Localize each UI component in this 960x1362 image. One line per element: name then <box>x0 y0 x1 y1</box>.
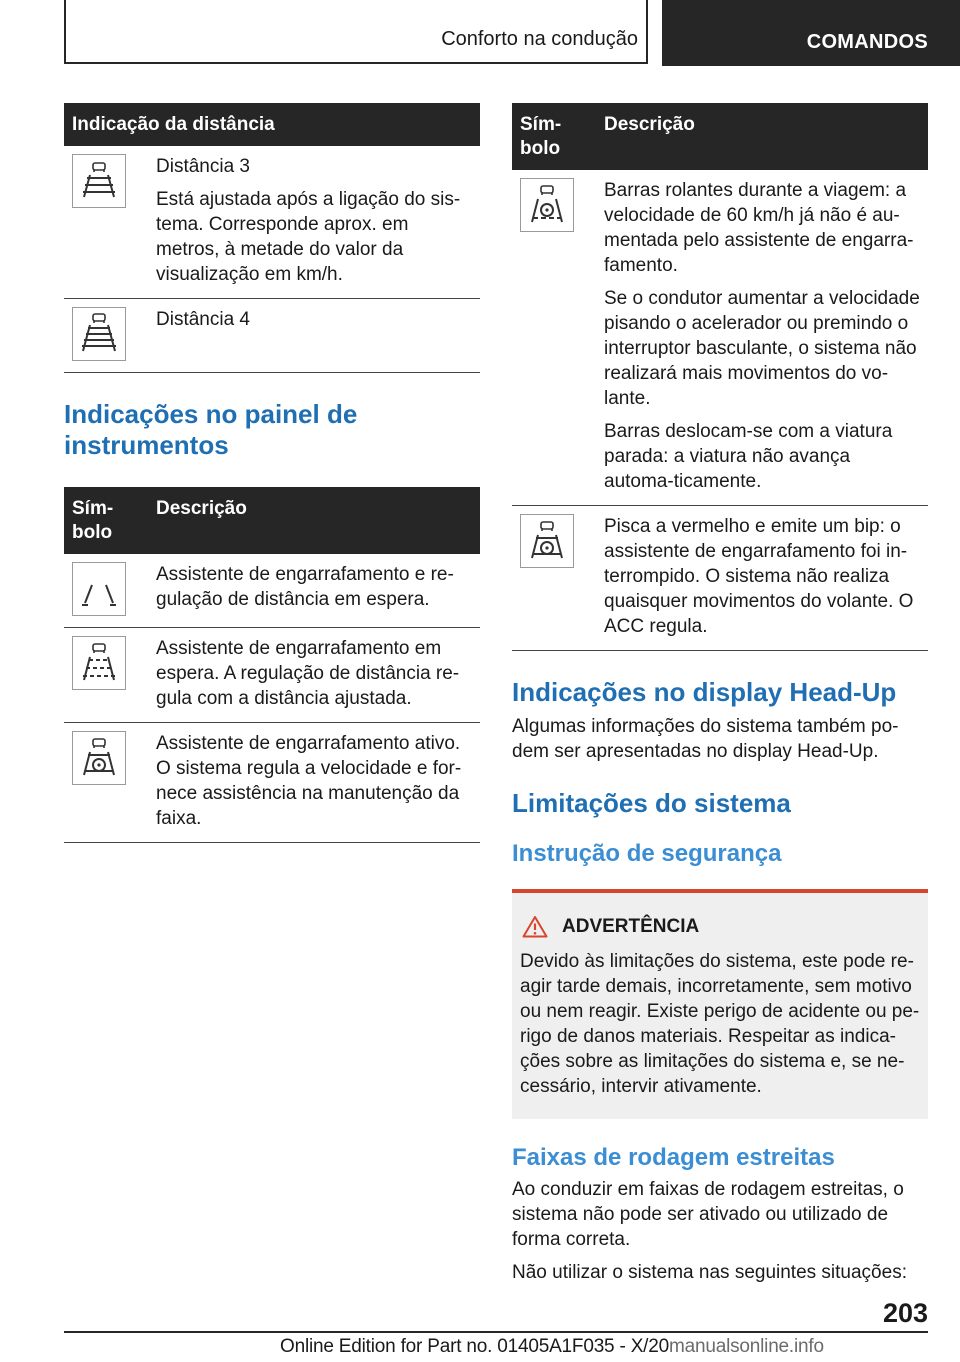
table-row <box>64 146 480 299</box>
instruments-table <box>64 487 480 843</box>
header-chapter-tab <box>662 0 960 66</box>
table-row <box>512 170 928 506</box>
footer-watermark: manualsonline.info <box>669 1336 824 1357</box>
narrow-lanes-heading: Faixas de rodagem estreitas <box>512 1144 835 1171</box>
traffic-jam-active-icon <box>72 731 126 785</box>
column-header-symbol: Sím-bolo <box>64 487 148 554</box>
header-section-title: Conforto na condução <box>441 28 638 50</box>
warning-header <box>522 915 920 938</box>
description-paragraph: Se o condutor aumentar a velocidade pisando o acelerador ou premindo o interruptor basculante, o sistema não realizará mais movimentos do vo-lante. <box>604 288 920 409</box>
narrow-lanes-text: Ao conduzir em faixas de rodagem estreitas, o sistema não pode ser ativado ou utilizado de forma correta. <box>512 1179 904 1250</box>
instrument-row-text: Assistente de engarrafamento em espera. A regulação de distância re-gula com a distância ajustada. <box>148 628 480 723</box>
table-row <box>64 299 480 373</box>
column-header-description: Descrição <box>148 487 480 554</box>
table-row <box>64 628 480 723</box>
instruments-heading: Indicações no painel de instrumentos <box>64 399 358 460</box>
traffic-jam-standby-icon <box>72 636 126 690</box>
situations-text: Não utilizar o sistema nas seguintes situações: <box>512 1262 907 1283</box>
table-row <box>64 723 480 843</box>
instrument-row-text: Assistente de engarrafamento e re-gulação de distância em espera. <box>148 554 480 628</box>
left-column <box>64 103 480 843</box>
header-chapter-label: COMANDOS <box>806 31 928 53</box>
footer-edition: Online Edition for Part no. 01405A1F035 - X/20 <box>280 1336 669 1357</box>
footer-text <box>280 1336 824 1358</box>
distance-3-text: Está ajustada após a ligação do sis-tema. Corresponde aprox. em metros, à metade do valor da visualização em km/h. <box>156 189 461 285</box>
lane-lines-icon <box>72 562 126 616</box>
table-row <box>512 506 928 651</box>
warning-triangle-icon <box>522 915 548 938</box>
warning-box <box>512 889 928 1119</box>
distance-4-icon <box>72 307 126 361</box>
hud-heading: Indicações no display Head-Up <box>512 677 897 707</box>
column-header-symbol: Sím-bolo <box>512 103 596 170</box>
safety-heading: Instrução de segurança <box>512 840 782 867</box>
hud-text: Algumas informações do sistema também po-dem ser apresentadas no display Head-Up. <box>512 716 899 762</box>
warning-title: ADVERTÊNCIA <box>562 915 700 937</box>
column-header-description: Descrição <box>596 103 928 170</box>
distance-4-title: Distância 4 <box>156 309 250 330</box>
instrument-row-text: Assistente de engarrafamento ativo. O sistema regula a velocidade e for-nece assistência na manutenção da faixa. <box>148 723 480 843</box>
distance-table-header: Indicação da distância <box>64 103 480 146</box>
distance-3-icon <box>72 154 126 208</box>
limits-heading: Limitações do sistema <box>512 788 791 818</box>
page-number: 203 <box>882 1298 928 1328</box>
description-paragraph: Barras rolantes durante a viagem: a velocidade de 60 km/h já não é au-mentada pelo assistente de engarra-famento. <box>604 180 914 276</box>
red-blinking-icon <box>520 514 574 568</box>
rolling-bars-icon <box>520 178 574 232</box>
description-paragraph: Pisca a vermelho e emite um bip: o assistente de engarrafamento foi in-terrompido. O sistema não realiza quaisquer movimentos do volante. O ACC regula. <box>604 516 914 637</box>
right-column <box>512 103 928 1285</box>
footer-divider <box>64 1331 928 1333</box>
distance-3-title: Distância 3 <box>156 156 250 177</box>
warning-text: Devido às limitações do sistema, este pode re-agir tarde demais, incorretamente, sem motivo ou nem reagir. Existe perigo de acidente ou pe-rigo de danos materiais. Respeitar as indica-ções sobre as limitações do sistema e, se ne-cessário, intervir ativamente. <box>520 951 920 1097</box>
table-row <box>64 554 480 628</box>
distance-table <box>64 103 480 373</box>
symbols-table <box>512 103 928 651</box>
description-paragraph: Barras deslocam-se com a viatura parada: a viatura não avança automa-ticamente. <box>604 421 893 492</box>
